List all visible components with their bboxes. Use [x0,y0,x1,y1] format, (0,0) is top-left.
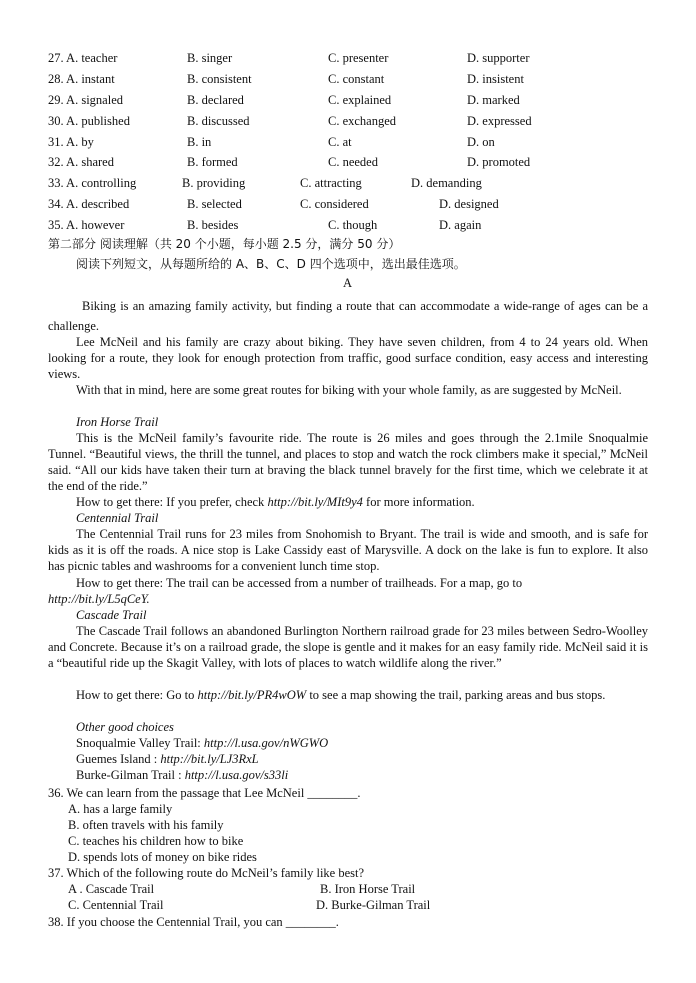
q28-d: D. insistent [467,72,524,86]
other-choice-3-name: Burke-Gilman Trail : [76,768,185,782]
q34-a: 34. A. described [48,197,130,211]
q33-c: C. attracting [300,176,362,190]
q35-b: B. besides [187,218,239,232]
q28-c: C. constant [328,72,385,86]
q35-d: D. again [439,218,482,232]
q29-a: 29. A. signaled [48,93,123,107]
other-choice-1 [76,735,328,751]
trail3-how-end: to see a map showing the trail, parking areas and bus stops. [306,688,606,702]
q33-b: B. providing [182,176,246,190]
trail1-title: Iron Horse Trail [76,415,159,429]
paragraph-routes-intro: With that in mind, here are some great routes for biking with your whole family, as are suggested by McNeil. [76,383,622,397]
q33-a: 33. A. controlling [48,176,137,190]
trail1-how-label: How to get there: If you prefer, check [76,495,265,509]
other-choice-3 [76,767,288,783]
q32-a: 32. A. shared [48,155,114,169]
question-37: 37. Which of the following route do McNeil’s family like best? [48,866,365,880]
q37-option-d[interactable]: D. Burke-Gilman Trail [316,898,431,912]
other-choice-1-link[interactable]: http://l.usa.gov/nWGWO [203,736,329,750]
section2-instructions: 阅读下列短文，从每题所给的 A、B、C、D 四个选项中，选出最佳选项。 [76,257,466,271]
q31-c: C. at [328,135,352,149]
q36-option-c[interactable]: C. teaches his children how to bike [68,834,244,848]
q31-d: D. on [467,135,495,149]
q27-d: D. supporter [467,51,530,65]
q29-c: C. explained [328,93,392,107]
trail1-how-end: for more information. [362,495,475,509]
q30-b: B. discussed [187,114,250,128]
q34-c: C. considered [300,197,369,211]
trail3-title: Cascade Trail [76,608,147,622]
q32-b: B. formed [187,155,238,169]
q28-a: 28. A. instant [48,72,115,86]
q37-option-a[interactable]: A . Cascade Trail [68,882,155,896]
other-choice-3-link[interactable]: http://l.usa.gov/s33li [184,768,289,782]
q30-d: D. expressed [467,114,532,128]
trail2-description: The Centennial Trail runs for 23 miles from Snohomish to Bryant. The trail is wide and smooth, and is safe for kids as it is off the roads. A nice stop is Lake Cassidy east of Marysville. A dock on the lake is fun to explore. It also has picnic tables and washrooms for a convenient lunch time stop. [48,527,648,573]
q37-option-c[interactable]: C. Centennial Trail [68,898,164,912]
section2-title: 第二部分 阅读理解（共 20 个小题，每小题 2.5 分，满分 50 分） [48,237,401,251]
trail1-how-to [76,494,475,510]
trail2-title: Centennial Trail [76,511,159,525]
q35-c: C. though [328,218,378,232]
q29-d: D. marked [467,93,520,107]
other-choice-2-name: Guemes Island : [76,752,161,766]
trail2-link[interactable]: http://bit.ly/L5qCeY. [48,592,150,606]
q36-option-b[interactable]: B. often travels with his family [68,818,224,832]
paragraph-intro: Biking is an amazing family activity, but finding a route that can accommodate a wide-range of ages can be a challenge. [48,299,648,333]
other-choice-1-name: Snoqualmie Valley Trail: [76,736,204,750]
q27-a: 27. A. teacher [48,51,118,65]
q30-a: 30. A. published [48,114,130,128]
other-choices-title: Other good choices [76,720,174,734]
trail1-description: This is the McNeil family’s favourite ride. The route is 26 miles and goes through the 2.1mile Snoqualmie Tunnel. “Beautiful views, the thrill the tunnel, and places to stop and watch the rock climbers make it special,” McNeil said. “All our kids have taken their turn at braving the black tunnel bravely for the first time, which we celebrate it at the end of the ride.” [48,431,648,493]
q32-d: D. promoted [467,155,531,169]
question-38: 38. If you choose the Centennial Trail, you can ________. [48,915,339,929]
q30-c: C. exchanged [328,114,397,128]
q27-b: B. singer [187,51,233,65]
q34-b: B. selected [187,197,242,211]
passage-label: A [343,276,353,290]
q31-a: 31. A. by [48,135,94,149]
other-choice-2-link[interactable]: http://bit.ly/LJ3RxL [160,752,259,766]
trail3-link[interactable]: http://bit.ly/PR4wOW [197,688,307,702]
q29-b: B. declared [187,93,244,107]
q31-b: B. in [187,135,212,149]
paragraph-mcneil-family: Lee McNeil and his family are crazy about biking. They have seven children, from 4 to 24 years old. When looking for a route, they look for enough protection from traffic, good surface condition, easy access and interesting views. [48,335,648,381]
trail3-how-to [48,687,648,703]
question-36: 36. We can learn from the passage that Lee McNeil ________. [48,786,361,800]
trail3-how-label: How to get there: Go to [76,688,195,702]
q28-b: B. consistent [187,72,252,86]
q32-c: C. needed [328,155,378,169]
trail3-description: The Cascade Trail follows an abandoned Burlington Northern railroad grade for 23 miles between Sedro-Woolley and Concrete. Because it’s on a railroad grade, the slope is gentle and it makes for an easy family ride. McNeil said it is a “beautiful ride up the Skagit Valley, with lots of places to watch wildlife along the river.” [48,624,648,670]
other-choice-2 [76,751,259,767]
q36-option-a[interactable]: A. has a large family [68,802,173,816]
q27-c: C. presenter [328,51,389,65]
q37-option-b[interactable]: B. Iron Horse Trail [320,882,416,896]
q35-a: 35. A. however [48,218,125,232]
q36-option-d[interactable]: D. spends lots of money on bike rides [68,850,257,864]
trail1-link[interactable]: http://bit.ly/MIt9y4 [267,495,363,509]
trail2-how-to: How to get there: The trail can be accessed from a number of trailheads. For a map, go to [76,576,523,590]
q33-d: D. demanding [411,176,482,190]
q34-d: D. designed [439,197,499,211]
